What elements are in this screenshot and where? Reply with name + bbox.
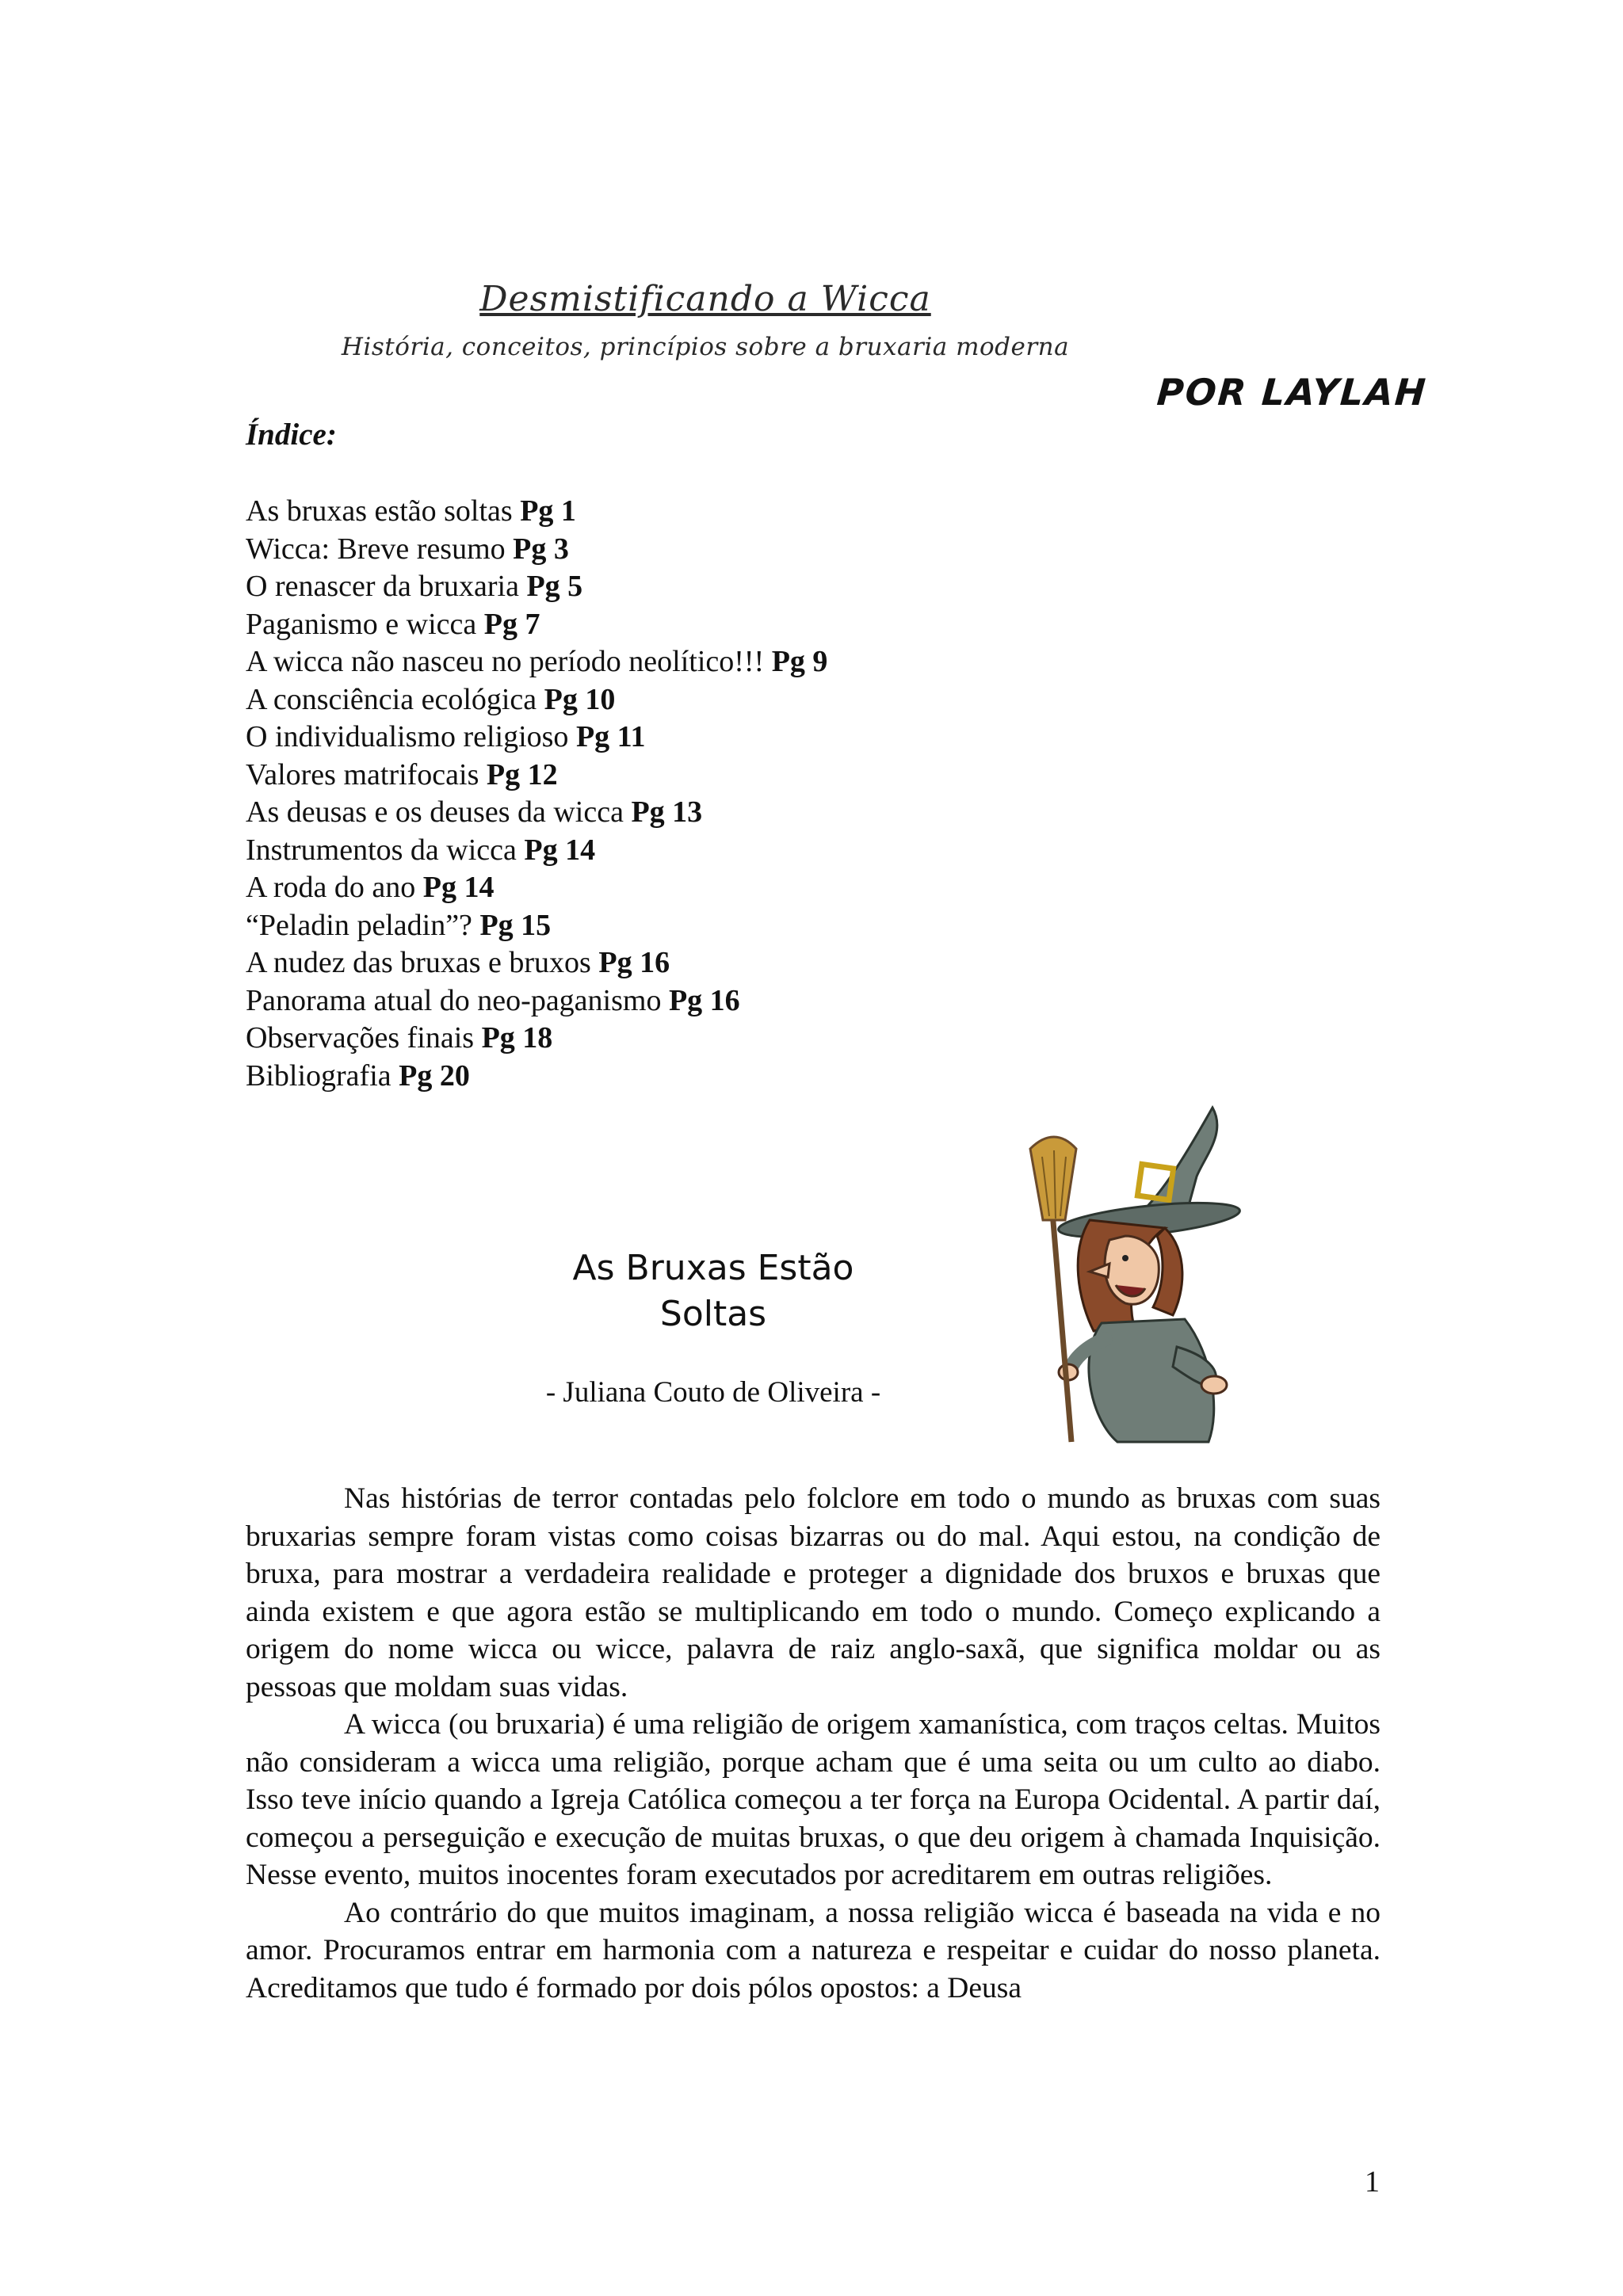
toc-item-title: A nudez das bruxas e bruxos [246, 946, 599, 979]
toc-item [246, 757, 827, 795]
toc-item-page: Pg 7 [483, 607, 540, 641]
toc-item-page: Pg 16 [598, 946, 670, 979]
toc-item-page: Pg 13 [631, 795, 703, 829]
toc-item [246, 907, 827, 945]
toc-item-title: A roda do ano [246, 871, 423, 904]
toc-item-page: Pg 9 [771, 645, 828, 678]
toc-item-title: As deusas e os deuses da wicca [246, 795, 632, 829]
toc-item-title: A wicca não nasceu no período neolítico!!! [246, 645, 772, 678]
toc-item-page: Pg 12 [486, 757, 558, 791]
toc-item [246, 568, 827, 606]
toc-item-page: Pg 20 [399, 1058, 470, 1093]
toc-item-page: Pg 16 [668, 983, 740, 1017]
index-heading: Índice: [246, 418, 337, 452]
toc-item [246, 794, 827, 832]
toc-item-title: Wicca: Breve resumo [246, 532, 514, 566]
document-title: Desmistificando a Wicca [479, 279, 931, 319]
toc-item-page: Pg 5 [526, 570, 583, 603]
toc-item-page: Pg 3 [513, 532, 569, 566]
toc-item-page: Pg 11 [575, 720, 646, 753]
article-body [246, 1480, 1381, 2007]
toc-item-title: Valores matrifocais [246, 757, 487, 791]
toc-item [246, 643, 827, 681]
paragraph: Nas histórias de terror contadas pelo folclore em todo o mundo as bruxas com suas bruxarias sempre foram vistas como coisas bizarras ou do mal. Aqui estou, na condição de bruxa, para mostrar a verdadeira realidade e proteger a dignidade dos bruxos e bruxas que ainda existem e que agora estão se multiplicando em todo o mundo. Começo explicando a origem do nome wicca ou wicce, palavra de raiz anglo-saxã, que significa moldar ou as pessoas que moldam suas vidas. [246, 1482, 1381, 1703]
toc-item-title: Panorama atual do neo-paganismo [246, 983, 669, 1017]
toc-item-title: O renascer da bruxaria [246, 570, 527, 603]
toc-item-title: As bruxas estão soltas [246, 494, 521, 528]
section-title-line: Soltas [659, 1294, 767, 1334]
paragraph: Ao contrário do que muitos imaginam, a nossa religião wicca é baseada na vida e no amor. Procuramos entrar em harmonia com a natureza e respeitar e cuidar do nosso planeta. Acreditamos que tudo é formado por dois pólos opostos: a Deusa [246, 1896, 1381, 2004]
toc-item-title: Bibliografia [246, 1058, 399, 1093]
table-of-contents [246, 493, 827, 1095]
toc-item-title: Paganismo e wicca [246, 607, 484, 641]
toc-item-page: Pg 15 [479, 908, 552, 942]
toc-item [246, 1058, 827, 1096]
toc-item-page: Pg 14 [422, 871, 495, 904]
toc-item-page: Pg 1 [520, 494, 576, 528]
toc-item [246, 982, 827, 1020]
document-subtitle: História, conceitos, princípios sobre a bruxaria moderna [341, 333, 1070, 361]
witch-with-broom-icon [1014, 1101, 1268, 1450]
section-byline: - Juliana Couto de Oliveira - [545, 1376, 881, 1409]
toc-item [246, 493, 827, 531]
toc-item [246, 606, 827, 644]
toc-item [246, 1020, 827, 1058]
toc-item [246, 681, 827, 719]
toc-item [246, 832, 827, 870]
toc-item [246, 944, 827, 982]
paragraph: A wicca (ou bruxaria) é uma religião de origem xamanística, com traços celtas. Muitos não consideram a wicca uma religião, porque acham que é uma seita ou um culto ao diabo. Isso teve início quando a Igreja Católica começou a ter força na Europa Ocidental. A partir daí, começou a perseguição e execução de muitas bruxas, o que deu origem à chamada Inquisição. Nesse evento, muitos inocentes foram executados por acreditarem em outras religiões. [246, 1708, 1381, 1891]
toc-item-page: Pg 18 [481, 1021, 553, 1055]
toc-item [246, 869, 827, 907]
page-number: 1 [1365, 2165, 1380, 2199]
section-title [507, 1245, 919, 1337]
author-tag: POR LAYLAH [1155, 371, 1429, 414]
section-title-line: As Bruxas Estão [572, 1248, 854, 1288]
toc-item-title: O individualismo religioso [246, 720, 576, 753]
toc-item-title: Observações finais [246, 1021, 482, 1055]
toc-item [246, 531, 827, 569]
toc-item-title: “Peladin peladin”? [246, 908, 480, 942]
toc-item-title: Instrumentos da wicca [246, 833, 525, 867]
toc-item-page: Pg 10 [544, 682, 616, 716]
toc-item-page: Pg 14 [524, 833, 596, 867]
toc-item [246, 719, 827, 757]
toc-item-title: A consciência ecológica [246, 682, 544, 716]
